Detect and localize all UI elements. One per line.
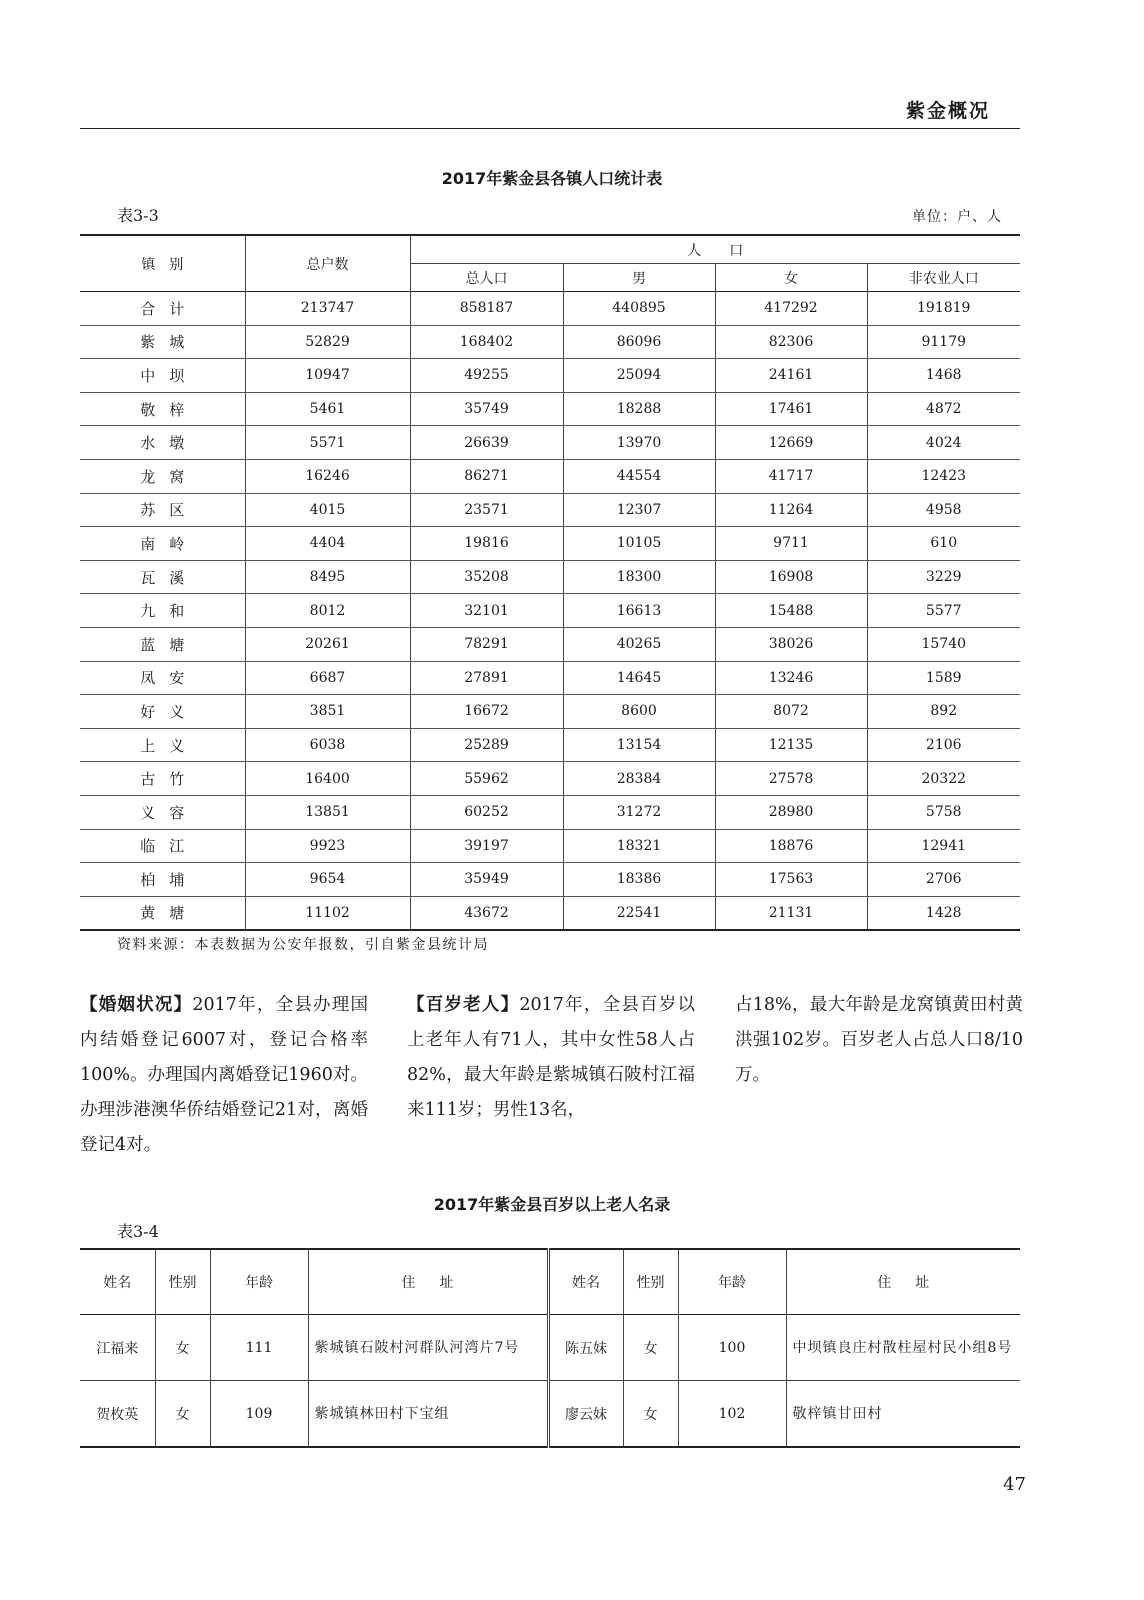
cell-households: 4015 <box>245 493 410 527</box>
table-row <box>80 392 1020 426</box>
cell-male: 18300 <box>563 560 715 594</box>
cell-address: 敬梓镇甘田村 <box>786 1381 1020 1448</box>
cell-non-agri: 610 <box>867 527 1020 561</box>
cell-male: 86096 <box>563 325 715 359</box>
table-row <box>80 829 1020 863</box>
cell-non-agri: 15740 <box>867 627 1020 661</box>
cell-households: 8012 <box>245 594 410 628</box>
cell-male: 18321 <box>563 829 715 863</box>
cell-male: 22541 <box>563 896 715 930</box>
header-male: 男 <box>563 264 715 292</box>
table-row <box>80 1315 1020 1381</box>
cell-male: 25094 <box>563 359 715 393</box>
cell-total: 86271 <box>410 459 563 493</box>
cell-town: 敬梓 <box>80 392 245 426</box>
cell-households: 5571 <box>245 426 410 460</box>
cell-total: 27891 <box>410 661 563 695</box>
cell-female: 417292 <box>715 292 867 326</box>
page-header <box>80 96 1020 129</box>
cell-town: 水墩 <box>80 426 245 460</box>
cell-address: 紫城镇石陂村河群队河湾片7号 <box>308 1315 548 1381</box>
header-address: 住址 <box>786 1249 1020 1315</box>
cell-households: 9923 <box>245 829 410 863</box>
cell-female: 82306 <box>715 325 867 359</box>
cell-male: 18288 <box>563 392 715 426</box>
cell-male: 13970 <box>563 426 715 460</box>
cell-non-agri: 892 <box>867 695 1020 729</box>
cell-total: 78291 <box>410 627 563 661</box>
marriage-heading: 【婚姻状况】 <box>80 995 193 1015</box>
marriage-paragraph <box>80 988 368 1163</box>
cell-town: 九和 <box>80 594 245 628</box>
table-row <box>80 359 1020 393</box>
cell-households: 6038 <box>245 728 410 762</box>
table-row <box>80 493 1020 527</box>
cell-male: 8600 <box>563 695 715 729</box>
cell-households: 16246 <box>245 459 410 493</box>
header-name: 姓名 <box>80 1249 155 1315</box>
cell-non-agri: 5758 <box>867 795 1020 829</box>
cell-age: 100 <box>678 1315 786 1381</box>
centenarian-table-title: 2017年紫金县百岁以上老人名录 <box>433 1195 671 1214</box>
cell-female: 11264 <box>715 493 867 527</box>
cell-town: 蓝塘 <box>80 627 245 661</box>
cell-male: 44554 <box>563 459 715 493</box>
centenarian-heading: 【百岁老人】 <box>407 995 520 1015</box>
cell-male: 14645 <box>563 661 715 695</box>
centenarian-paragraph-continued <box>735 988 1023 1093</box>
cell-total: 26639 <box>410 426 563 460</box>
cell-households: 213747 <box>245 292 410 326</box>
cell-town: 中坝 <box>80 359 245 393</box>
cell-female: 8072 <box>715 695 867 729</box>
cell-total: 55962 <box>410 762 563 796</box>
cell-town: 上义 <box>80 728 245 762</box>
cell-female: 21131 <box>715 896 867 930</box>
cell-total: 25289 <box>410 728 563 762</box>
header-age: 年龄 <box>210 1249 308 1315</box>
cell-name: 江福来 <box>80 1315 155 1381</box>
header-households: 总户数 <box>245 235 410 292</box>
centenarian-table-label: 表3-4 <box>117 1222 159 1241</box>
cell-town: 黄塘 <box>80 896 245 930</box>
cell-male: 18386 <box>563 863 715 897</box>
cell-non-agri: 2706 <box>867 863 1020 897</box>
header-gender: 性别 <box>155 1249 210 1315</box>
table-row <box>80 426 1020 460</box>
header-age: 年龄 <box>678 1249 786 1315</box>
cell-non-agri: 5577 <box>867 594 1020 628</box>
cell-address: 紫城镇林田村下宝组 <box>308 1381 548 1448</box>
table-row <box>80 627 1020 661</box>
cell-name: 廖云妹 <box>548 1381 623 1448</box>
cell-town: 合计 <box>80 292 245 326</box>
cell-town: 临江 <box>80 829 245 863</box>
cell-male: 10105 <box>563 527 715 561</box>
cell-male: 28384 <box>563 762 715 796</box>
marriage-body: 2017年，全县办理国内结婚登记6007对，登记合格率100%。办理国内离婚登记1960对。办理涉港澳华侨结婚登记21对，离婚登记4对。 <box>80 995 369 1155</box>
cell-female: 28980 <box>715 795 867 829</box>
cell-female: 41717 <box>715 459 867 493</box>
cell-address: 中坝镇良庄村散柱屋村民小组8号 <box>786 1315 1020 1381</box>
cell-town: 好义 <box>80 695 245 729</box>
cell-non-agri: 4872 <box>867 392 1020 426</box>
table-row <box>80 762 1020 796</box>
centenarian-body: 2017年，全县百岁以上老年人有71人，其中女性58人占82%，最大年龄是紫城镇石陂村江福来111岁；男性13名， <box>407 995 696 1120</box>
cell-female: 17461 <box>715 392 867 426</box>
cell-non-agri: 191819 <box>867 292 1020 326</box>
cell-total: 16672 <box>410 695 563 729</box>
table-row <box>80 292 1020 326</box>
cell-total: 32101 <box>410 594 563 628</box>
cell-gender: 女 <box>155 1381 210 1448</box>
cell-households: 4404 <box>245 527 410 561</box>
cell-female: 12669 <box>715 426 867 460</box>
cell-households: 5461 <box>245 392 410 426</box>
table-row <box>80 896 1020 930</box>
cell-town: 瓦溪 <box>80 560 245 594</box>
cell-male: 31272 <box>563 795 715 829</box>
cell-households: 3851 <box>245 695 410 729</box>
cell-town: 古竹 <box>80 762 245 796</box>
cell-female: 12135 <box>715 728 867 762</box>
cell-households: 13851 <box>245 795 410 829</box>
cell-town: 柏埔 <box>80 863 245 897</box>
cell-total: 168402 <box>410 325 563 359</box>
cell-total: 35208 <box>410 560 563 594</box>
cell-age: 102 <box>678 1381 786 1448</box>
cell-male: 440895 <box>563 292 715 326</box>
cell-households: 8495 <box>245 560 410 594</box>
cell-town: 龙窝 <box>80 459 245 493</box>
cell-total: 39197 <box>410 829 563 863</box>
cell-town: 苏区 <box>80 493 245 527</box>
table-row <box>80 560 1020 594</box>
population-table <box>80 234 1020 931</box>
cell-male: 16613 <box>563 594 715 628</box>
centenarian-paragraph <box>407 988 695 1128</box>
cell-town: 凤安 <box>80 661 245 695</box>
cell-male: 40265 <box>563 627 715 661</box>
cell-female: 27578 <box>715 762 867 796</box>
section-title: 紫金概况 <box>905 100 990 122</box>
header-non-agri: 非农业人口 <box>867 264 1020 292</box>
header-gender: 性别 <box>623 1249 678 1315</box>
population-table-title: 2017年紫金县各镇人口统计表 <box>441 169 663 188</box>
cell-female: 38026 <box>715 627 867 661</box>
cell-non-agri: 20322 <box>867 762 1020 796</box>
cell-female: 16908 <box>715 560 867 594</box>
cell-female: 15488 <box>715 594 867 628</box>
cell-non-agri: 1589 <box>867 661 1020 695</box>
cell-households: 10947 <box>245 359 410 393</box>
cell-non-agri: 2106 <box>867 728 1020 762</box>
cell-age: 109 <box>210 1381 308 1448</box>
cell-non-agri: 1428 <box>867 896 1020 930</box>
cell-age: 111 <box>210 1315 308 1381</box>
cell-gender: 女 <box>623 1381 678 1448</box>
header-total: 总人口 <box>410 264 563 292</box>
cell-male: 12307 <box>563 493 715 527</box>
table-row <box>80 1381 1020 1448</box>
cell-households: 52829 <box>245 325 410 359</box>
table-row <box>80 527 1020 561</box>
cell-total: 35949 <box>410 863 563 897</box>
table-row <box>80 795 1020 829</box>
cell-households: 11102 <box>245 896 410 930</box>
cell-non-agri: 1468 <box>867 359 1020 393</box>
cell-non-agri: 4024 <box>867 426 1020 460</box>
cell-male: 13154 <box>563 728 715 762</box>
table-row <box>80 459 1020 493</box>
cell-town: 紫城 <box>80 325 245 359</box>
cell-total: 43672 <box>410 896 563 930</box>
header-female: 女 <box>715 264 867 292</box>
cell-name: 贺枚英 <box>80 1381 155 1448</box>
cell-total: 19816 <box>410 527 563 561</box>
cell-total: 23571 <box>410 493 563 527</box>
cell-non-agri: 3229 <box>867 560 1020 594</box>
header-town: 镇 别 <box>80 235 245 292</box>
cell-total: 60252 <box>410 795 563 829</box>
cell-female: 24161 <box>715 359 867 393</box>
cell-name: 陈五妹 <box>548 1315 623 1381</box>
table-row <box>80 594 1020 628</box>
cell-total: 49255 <box>410 359 563 393</box>
cell-non-agri: 91179 <box>867 325 1020 359</box>
source-note: 资料来源：本表数据为公安年报数，引自紫金县统计局 <box>117 937 489 953</box>
table-row <box>80 863 1020 897</box>
cell-town: 南岭 <box>80 527 245 561</box>
cell-town: 义容 <box>80 795 245 829</box>
cell-households: 6687 <box>245 661 410 695</box>
table-row <box>80 325 1020 359</box>
cell-households: 20261 <box>245 627 410 661</box>
centenarian-table <box>80 1248 1020 1448</box>
cell-gender: 女 <box>623 1315 678 1381</box>
cell-non-agri: 12423 <box>867 459 1020 493</box>
table-row <box>80 728 1020 762</box>
table-row <box>80 661 1020 695</box>
centenarian-continued: 占18%，最大年龄是龙窝镇黄田村黄洪强102岁。百岁老人占总人口8/10万。 <box>735 995 1023 1085</box>
cell-households: 9654 <box>245 863 410 897</box>
page-number: 47 <box>1003 1474 1026 1495</box>
cell-total: 858187 <box>410 292 563 326</box>
cell-total: 35749 <box>410 392 563 426</box>
header-name: 姓名 <box>548 1249 623 1315</box>
cell-non-agri: 12941 <box>867 829 1020 863</box>
population-table-label: 表3-3 <box>117 206 159 225</box>
table-row <box>80 695 1020 729</box>
cell-gender: 女 <box>155 1315 210 1381</box>
unit-label: 单位：户、人 <box>912 209 1002 225</box>
cell-female: 17563 <box>715 863 867 897</box>
cell-non-agri: 4958 <box>867 493 1020 527</box>
cell-female: 9711 <box>715 527 867 561</box>
cell-female: 18876 <box>715 829 867 863</box>
cell-female: 13246 <box>715 661 867 695</box>
cell-households: 16400 <box>245 762 410 796</box>
header-population-group: 人 口 <box>410 235 1020 264</box>
header-address: 住址 <box>308 1249 548 1315</box>
